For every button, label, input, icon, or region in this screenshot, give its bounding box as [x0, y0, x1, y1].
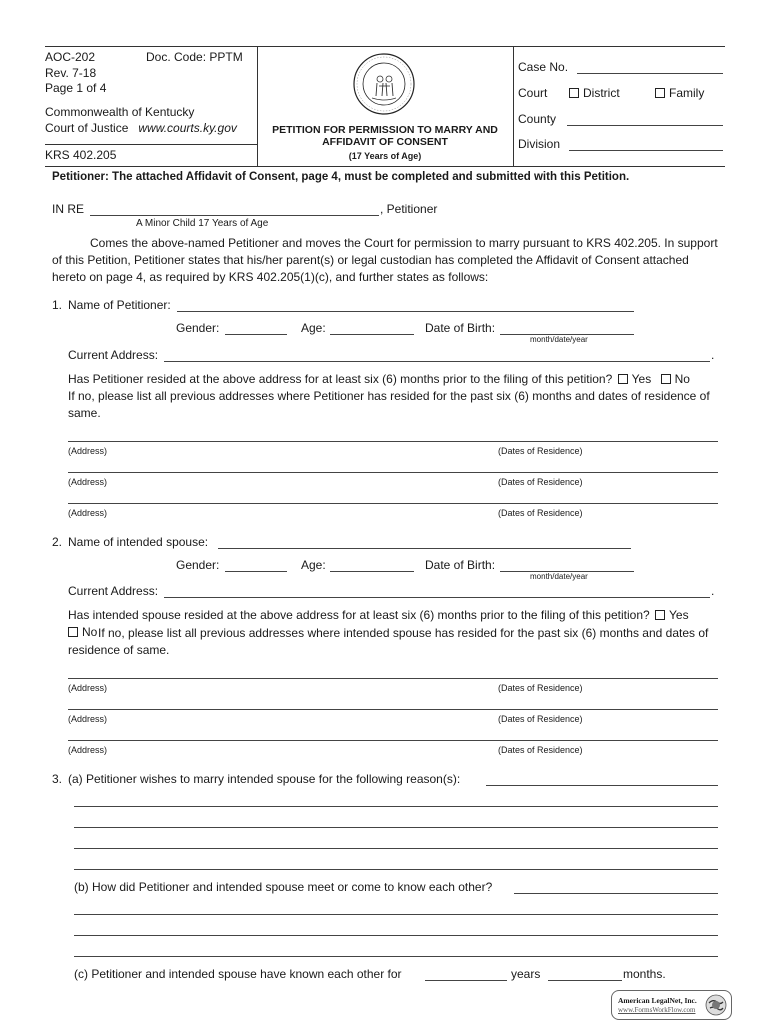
- petitioner-dates3-hint: (Dates of Residence): [498, 508, 583, 518]
- petitioner-prior-address-1[interactable]: [68, 441, 718, 442]
- spouse-prior-address-1[interactable]: [68, 678, 718, 679]
- petitioner-dates2-hint: (Dates of Residence): [498, 477, 583, 487]
- petitioner-dates1-hint: (Dates of Residence): [498, 446, 583, 456]
- petitioner-address-label: Current Address:: [68, 348, 159, 362]
- spouse-addr1-hint: (Address): [68, 683, 108, 693]
- spouse-dob-hint: month/date/year: [530, 572, 588, 581]
- division-field[interactable]: [569, 150, 723, 151]
- section1-number: 1.: [52, 298, 63, 312]
- petitioner-no-label: No: [674, 372, 690, 386]
- court-label: Court: [518, 86, 548, 100]
- form-number: AOC-202: [45, 50, 96, 64]
- petitioner-dob-label: Date of Birth:: [425, 321, 496, 335]
- minor-child-name-field[interactable]: [90, 215, 379, 216]
- statute: KRS 402.205: [45, 148, 117, 162]
- footer-site: www.FormsWorkFlow.com: [618, 1006, 696, 1014]
- section2-number: 2.: [52, 535, 63, 549]
- court-district-option[interactable]: [569, 86, 620, 100]
- petitioner-no-checkbox[interactable]: [661, 374, 671, 384]
- petitioner-name-label: Name of Petitioner:: [68, 298, 171, 312]
- reason-line-4[interactable]: [74, 869, 718, 870]
- petitioner-addr3-hint: (Address): [68, 508, 108, 518]
- in-re-sub: A Minor Child 17 Years of Age: [136, 218, 269, 229]
- kentucky-seal-icon: [352, 52, 416, 116]
- form-title-line3: (17 Years of Age): [348, 151, 422, 161]
- spouse-addr3-hint: (Address): [68, 745, 108, 755]
- petitioner-yes-checkbox[interactable]: [618, 374, 628, 384]
- header-bottom-rule: [45, 166, 725, 167]
- spouse-yes-checkbox[interactable]: [655, 610, 665, 620]
- meet-line-3[interactable]: [74, 956, 718, 957]
- spouse-addr2-hint: (Address): [68, 714, 108, 724]
- doc-code: Doc. Code: PPTM: [146, 50, 243, 64]
- petitioner-residence-followup: If no, please list all previous addresses where Petitioner has resided for the past six (6) months and dates of residence of same.: [68, 389, 710, 420]
- spouse-residence-followup: If no, please list all previous addresses where intended spouse has resided for the past six (6) months and dates of residence of same.: [68, 626, 709, 657]
- spouse-no-label: No: [82, 625, 98, 639]
- page-number: Page 1 of 4: [45, 81, 107, 95]
- address-period: .: [711, 348, 715, 362]
- petitioner-resided-question: Has Petitioner resided at the above address for at least six (6) months prior to the filing of this petition?: [68, 372, 613, 386]
- petitioner-addr2-hint: (Address): [68, 477, 108, 487]
- spouse-dates3-hint: (Dates of Residence): [498, 745, 583, 755]
- commonwealth: Commonwealth of Kentucky: [45, 105, 195, 119]
- header-divider-right: [513, 46, 514, 166]
- meet-line-1[interactable]: [74, 914, 718, 915]
- petitioner-addr1-hint: (Address): [68, 446, 108, 456]
- petitioner-gender-label: Gender:: [176, 321, 220, 335]
- court-of-justice: Court of Justice: [45, 121, 129, 135]
- form-title-line1: PETITION FOR PERMISSION TO MARRY AND: [272, 124, 498, 136]
- statute-rule: [45, 144, 257, 145]
- spouse-dates2-hint: (Dates of Residence): [498, 714, 583, 724]
- petitioner-yes-label: Yes: [631, 372, 652, 386]
- spouse-gender-field[interactable]: [225, 571, 287, 572]
- petitioner-address-field[interactable]: [164, 361, 710, 362]
- notice: Petitioner: The attached Affidavit of Consent, page 4, must be completed and submitted with this Petition.: [52, 171, 630, 183]
- years-label: years: [511, 967, 541, 981]
- spouse-address-label: Current Address:: [68, 584, 159, 598]
- petitioner-gender-field[interactable]: [225, 334, 287, 335]
- petitioner-residence-question-line: [68, 372, 690, 386]
- petitioner-prior-address-2[interactable]: [68, 472, 718, 473]
- known-years-field[interactable]: [425, 980, 507, 981]
- spouse-dob-label: Date of Birth:: [425, 558, 496, 572]
- meet-line-2[interactable]: [74, 935, 718, 936]
- meet-line-0[interactable]: [514, 893, 718, 894]
- court-of-justice-line: [45, 121, 237, 135]
- globe-icon: [705, 994, 727, 1016]
- spouse-dates1-hint: (Dates of Residence): [498, 683, 583, 693]
- months-label: months.: [623, 967, 666, 981]
- reason-question: (a) Petitioner wishes to marry intended spouse for the following reason(s):: [68, 772, 461, 786]
- court-website: www.courts.ky.gov: [138, 121, 237, 135]
- spouse-address-period: .: [711, 584, 715, 598]
- county-field[interactable]: [567, 125, 723, 126]
- spouse-residence-question-line: [68, 608, 689, 622]
- form-title-line2: AFFIDAVIT OF CONSENT: [322, 136, 448, 148]
- section3-number: 3.: [52, 772, 63, 786]
- header-divider-left: [257, 46, 258, 166]
- spouse-age-label: Age:: [301, 558, 326, 572]
- footer-logo-box: [611, 990, 732, 1020]
- petitioner-dob-hint: month/date/year: [530, 335, 588, 344]
- meet-question: (b) How did Petitioner and intended spouse meet or come to know each other?: [74, 880, 493, 894]
- in-re-label: IN RE: [52, 202, 85, 216]
- case-number-field[interactable]: [577, 73, 723, 74]
- spouse-name-label: Name of intended spouse:: [68, 535, 209, 549]
- in-re-petitioner: , Petitioner: [380, 202, 438, 216]
- spouse-prior-address-2[interactable]: [68, 709, 718, 710]
- reason-line-2[interactable]: [74, 827, 718, 828]
- petitioner-prior-address-3[interactable]: [68, 503, 718, 504]
- spouse-yes-label: Yes: [669, 608, 689, 622]
- division-label: Division: [518, 137, 561, 151]
- known-months-field[interactable]: [548, 980, 622, 981]
- spouse-age-field[interactable]: [330, 571, 414, 572]
- revision: Rev. 7-18: [45, 66, 97, 80]
- spouse-prior-address-3[interactable]: [68, 740, 718, 741]
- header-top-rule: [45, 46, 725, 47]
- county-label: County: [518, 112, 557, 126]
- family-checkbox[interactable]: [655, 88, 665, 98]
- reason-line-3[interactable]: [74, 848, 718, 849]
- court-family-option[interactable]: [655, 86, 704, 100]
- known-duration-question: (c) Petitioner and intended spouse have known each other for: [74, 967, 402, 981]
- footer-company: American LegalNet, Inc.: [618, 996, 697, 1005]
- reason-line-1[interactable]: [74, 806, 718, 807]
- case-number-label: Case No.: [518, 60, 569, 74]
- petitioner-age-label: Age:: [301, 321, 326, 335]
- petitioner-age-field[interactable]: [330, 334, 414, 335]
- spouse-gender-label: Gender:: [176, 558, 220, 572]
- district-label: District: [583, 86, 620, 100]
- intro-paragraph: Comes the above-named Petitioner and moves the Court for permission to marry pursuant to KRS 402.205. In support of this Petition, Petitioner states that his/her parent(s) or legal custodian has completed the Affidavit of Consent attached hereto on page 4, as required by KRS 402.205(1)(c), and further states as follows:: [52, 236, 718, 284]
- petitioner-name-field[interactable]: [177, 311, 634, 312]
- spouse-address-field[interactable]: [164, 597, 710, 598]
- family-label: Family: [669, 86, 705, 100]
- district-checkbox[interactable]: [569, 88, 579, 98]
- reason-line-0[interactable]: [486, 785, 718, 786]
- spouse-name-field[interactable]: [218, 548, 631, 549]
- spouse-resided-question: Has intended spouse resided at the above address for at least six (6) months prior to the filing of this petition?: [68, 608, 650, 622]
